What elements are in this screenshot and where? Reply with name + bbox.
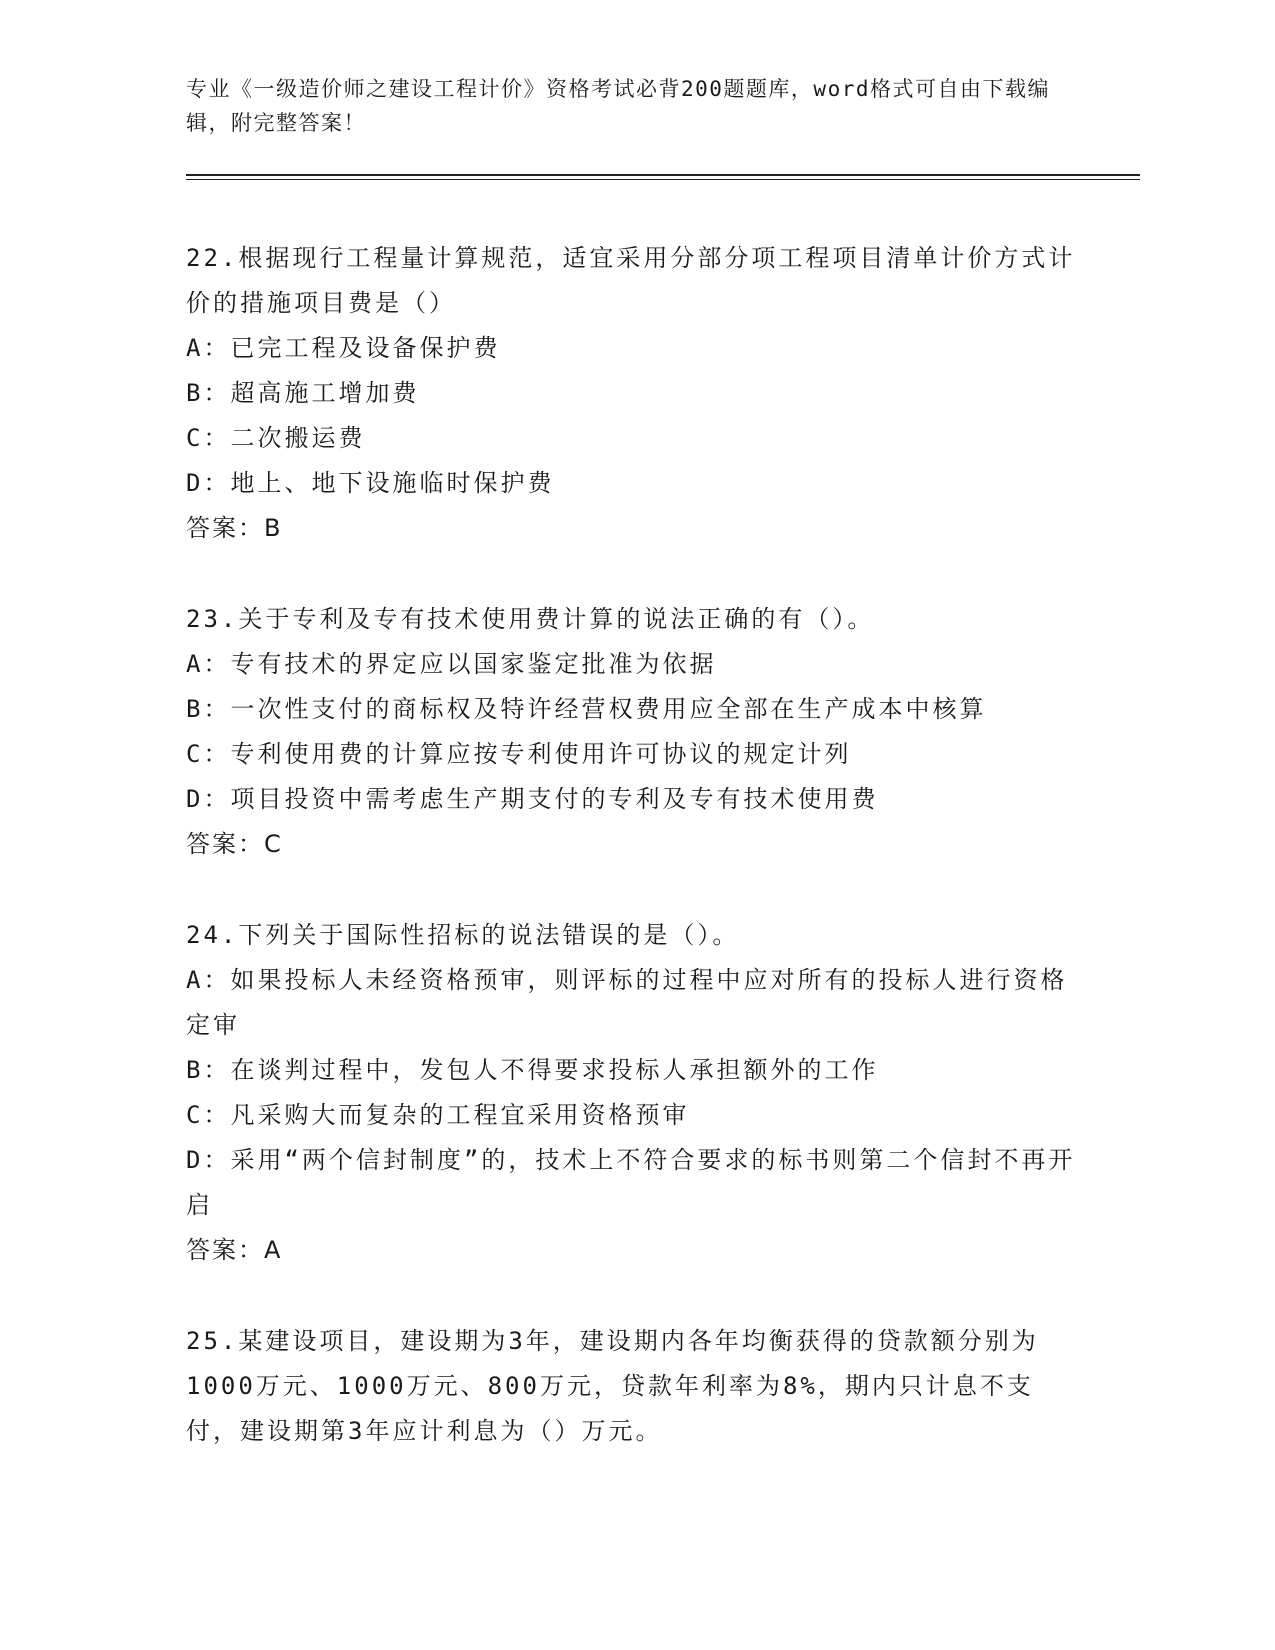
- header-divider: [186, 174, 1140, 180]
- option-b: B：一次性支付的商标权及特许经营权费用应全部在生产成本中核算: [186, 695, 987, 723]
- question-stem: 22.根据现行工程量计算规范，适宜采用分部分项工程项目清单计价方式计价的措施项目费是（）: [186, 244, 1076, 317]
- answer: 答案：C: [186, 830, 283, 858]
- option-d: D：项目投资中需考虑生产期支付的专利及专有技术使用费: [186, 785, 879, 813]
- question-stem: 25.某建设项目，建设期为3年，建设期内各年均衡获得的贷款额分别为1000万元、1000万元、800万元，贷款年利率为8%，期内只计息不支付，建设期第3年应计利息为（）万元。: [186, 1327, 1039, 1445]
- question-25: [186, 1319, 1086, 1454]
- option-d: D：地上、地下设施临时保护费: [186, 469, 555, 497]
- option-a: A：已完工程及设备保护费: [186, 334, 501, 362]
- option-c: C：凡采购大而复杂的工程宜采用资格预审: [186, 1101, 690, 1129]
- answer: 答案：B: [186, 514, 283, 542]
- question-list: [186, 236, 1086, 1500]
- option-b: B：在谈判过程中，发包人不得要求投标人承担额外的工作: [186, 1056, 879, 1084]
- question-stem: 24.下列关于国际性招标的说法错误的是（）。: [186, 921, 740, 949]
- option-d: D：采用“两个信封制度”的，技术上不符合要求的标书则第二个信封不再开启: [186, 1146, 1076, 1219]
- option-c: C：二次搬运费: [186, 424, 366, 452]
- answer: 答案：A: [186, 1236, 283, 1264]
- question-stem: 23.关于专利及专有技术使用费计算的说法正确的有（）。: [186, 605, 875, 633]
- document-header: 专业《一级造价师之建设工程计价》资格考试必背200题题库，word格式可自由下载编辑，附完整答案！: [186, 77, 1050, 135]
- question-22: [186, 236, 1086, 551]
- option-b: B：超高施工增加费: [186, 379, 420, 407]
- option-c: C：专利使用费的计算应按专利使用许可协议的规定计列: [186, 740, 852, 768]
- question-23: [186, 597, 1086, 867]
- question-24: [186, 913, 1086, 1273]
- option-a: A：如果投标人未经资格预审，则评标的过程中应对所有的投标人进行资格定审: [186, 966, 1068, 1039]
- option-a: A：专有技术的界定应以国家鉴定批准为依据: [186, 650, 717, 678]
